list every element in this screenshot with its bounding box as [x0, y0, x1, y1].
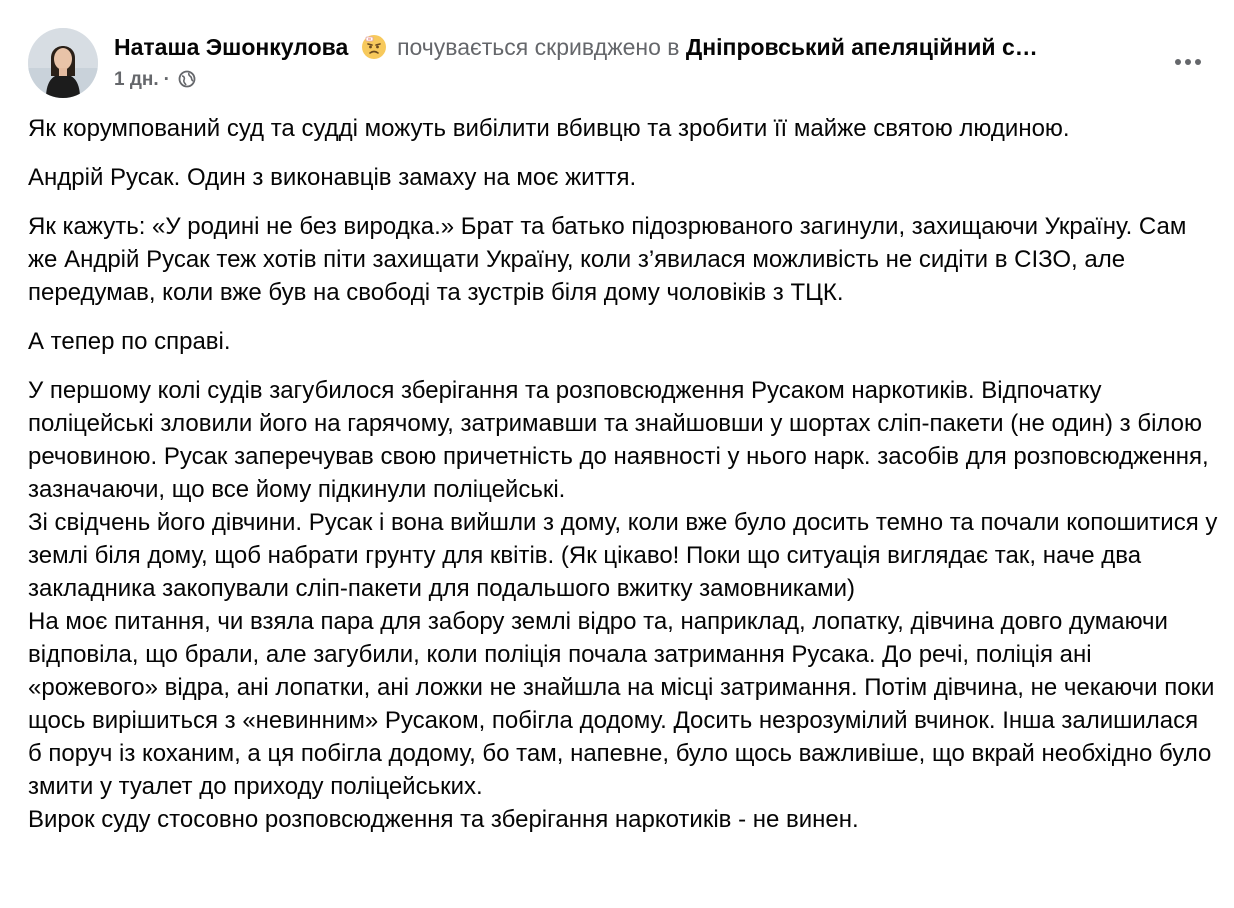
globe-icon[interactable] [178, 70, 196, 88]
more-horizontal-icon-dot [1185, 59, 1191, 65]
post-paragraph: Андрій Русак. Один з виконавців замаху на моє життя. [28, 164, 637, 191]
avatar[interactable] [28, 28, 98, 98]
post-paragraph: Як кажуть: «У родині не без виродка.» Брат та батько підозрюваного загинули, захищаючи Україну. Сам же Андрій Русак теж хотів піти захищати Україну, коли з’явилася можливість не сидіти в СІЗО, але передумав, коли вже був на свободі та зустрів біля дому чоловіків з ТЦК. [28, 213, 1187, 306]
post-paragraph: Як корумпований суд та судді можуть вибілити вбивцю та зробити її майже святою людиною. [28, 115, 1070, 142]
post-meta [114, 68, 196, 92]
more-horizontal-icon-dot [1175, 59, 1181, 65]
post-header [28, 24, 1208, 100]
post-body [28, 112, 1218, 836]
feeling-preposition: в [667, 34, 680, 60]
more-options-button[interactable] [1168, 44, 1208, 80]
post-paragraph: У першому колі судів загубилося зберігання та розповсюдження Русаком наркотиків. Відпочатку поліцейські зловили його на гарячому, затримавши та знайшовши у шортах сліп-пакети (не один) з білою речовиною. Русак заперечував свою причетність до наявності у нього нарк. засобів для розповсюдження, зазначаючи, що все йому підкинули поліцейські. Зі свідчень його дівчини. Русак і вона вийшли з дому, коли вже було досить темно та почали копошитися у землі біля дому, щоб набрати грунту для квітів. (Як цікаво! Поки що ситуація виглядає так, наче два закладника закопували сліп-пакети для подальшого вжитку замовниками) На моє питання, чи взяла пара для забору землі відро та, наприклад, лопатку, дівчина довго думаючи відповіла, що брали, але загубили, коли поліція почала затримання Русака. До речі, поліція ані «рожевого» відра, ані лопатки, ані ложки не знайшла на місці затримання. Потім дівчина, не чекаючи поки щось вирішиться з «невинним» Русаком, побігла додому. Досить незрозумілий вчинок. Інша залишилася б поруч із коханим, а ця побігла додому, бо там, напевне, було щось важливіше, що вкрай необхідно було змити у туалет до приходу поліцейських. Вирок суду стосовно розповсюдження та зберігання наркотиків - не винен. [28, 377, 1218, 833]
post-timestamp[interactable]: 1 дн. [114, 69, 159, 90]
more-horizontal-icon-dot [1195, 59, 1201, 65]
post-paragraph: А тепер по справі. [28, 328, 231, 355]
feeling-text: почувається скривджено [397, 34, 661, 60]
place-link[interactable]: Дніпровський апеляційний с… [685, 34, 1038, 60]
hurt-face-emoji-icon [361, 34, 387, 60]
meta-separator: · [163, 69, 170, 90]
avatar-image [28, 28, 98, 98]
author-name[interactable]: Наташа Эшонкулова [114, 34, 349, 60]
post-title-line [114, 32, 1154, 62]
